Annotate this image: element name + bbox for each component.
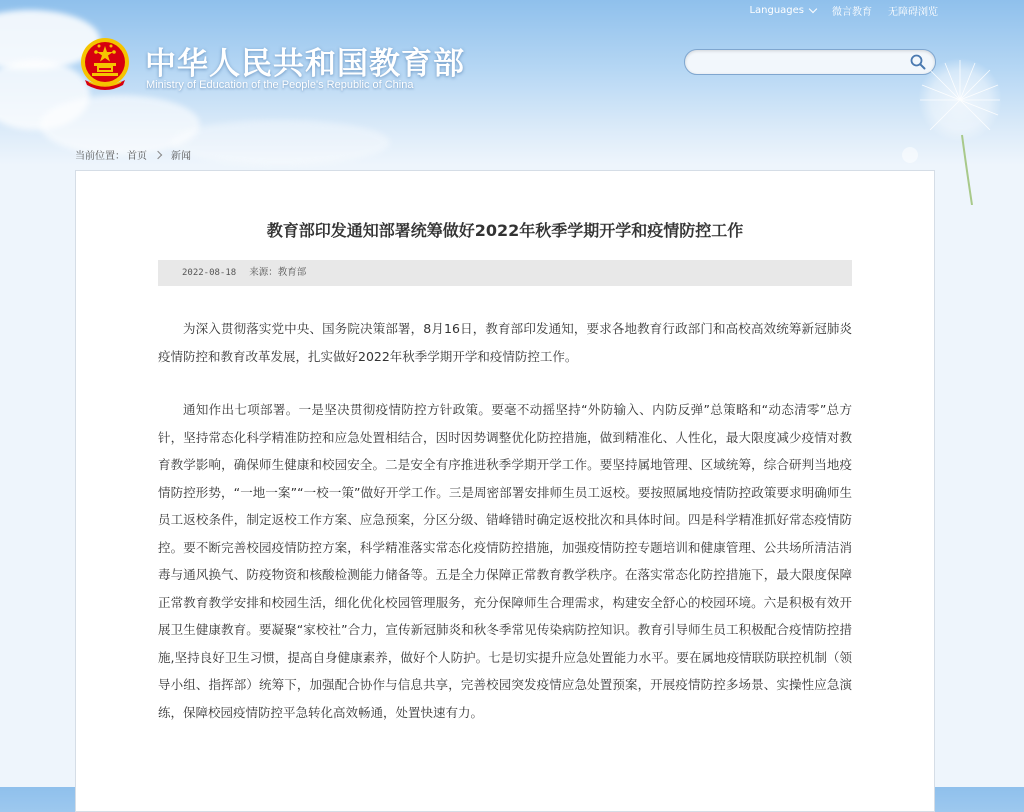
article-meta-bar — [158, 260, 852, 286]
languages-menu[interactable] — [749, 5, 816, 16]
top-links — [749, 2, 938, 18]
site-subtitle: Ministry of Education of the People's Republic of China — [146, 79, 414, 91]
accessibility-link[interactable]: 无障碍浏览 — [888, 6, 938, 18]
site-title[interactable]: 中华人民共和国教育部 — [145, 46, 465, 82]
search-input[interactable] — [697, 50, 911, 74]
chevron-right-icon — [154, 150, 162, 158]
national-emblem-icon[interactable] — [79, 35, 131, 93]
languages-link[interactable]: Languages — [749, 4, 804, 16]
article-source: 来源：教育部 — [249, 267, 307, 278]
article-container — [75, 170, 935, 812]
breadcrumb-prefix: 当前位置： — [75, 151, 125, 162]
article-date: 2022-08-18 — [182, 268, 237, 278]
breadcrumb — [75, 147, 191, 162]
article-title: 教育部印发通知部署统筹做好2022年秋季学期开学和疫情防控工作 — [266, 221, 744, 240]
article-paragraph: 为深入贯彻落实党中央、国务院决策部署，8月16日，教育部印发通知，要求各地教育行政部门和高校高效统筹新冠肺炎疫情防控和教育改革发展，扎实做好2022年秋季学期开学和疫情防控工作。 — [158, 321, 852, 364]
article-body — [158, 315, 852, 752]
article-paragraph: 通知作出七项部署。一是坚决贯彻疫情防控方针政策。要毫不动摇坚持“外防输入、内防反弹”总策略和“动态清零”总方针，坚持常态化科学精准防控和应急处置相结合，因时因势调整优化防控措施，做到精准化、人性化，最大限度减少疫情对教育教学影响，确保师生健康和校园安全。二是安全有序推进秋季学期开学工作。要坚持属地管理、区域统筹，综合研判当地疫情防控形势，“一地一案”“一校一策”做好开学工作。三是周密部署安排师生员工返校。要按照属地疫情防控政策要求明确师生员工返校条件，制定返校工作方案、应急预案，分区分级、错峰错时确定返校批次和具体时间。四是科学精准抓好常态疫情防控。要不断完善校园疫情防控方案，科学精准落实常态化疫情防控措施，加强疫情防控专题培训和健康管理、公共场所清洁消毒与通风换气、防疫物资和核酸检测能力储备等。五是全力保障正常教育教学秩序。在落实常态化防控措施下，最大限度保障正常教育教学安排和校园生活，细化优化校园管理服务，充分保障师生合理需求，构建安全舒心的校园环境。六是积极有效开展卫生健康教育。要凝聚“家校社”合力，宣传新冠肺炎和秋冬季常见传染病防控知识。教育引导师生员工积极配合疫情防控措施,坚持良好卫生习惯，提高自身健康素养，做好个人防护。七是切实提升应急处置能力水平。要在属地疫情联防联控机制（领导小组、指挥部）统筹下，加强配合协作与信息共享，完善校园突发疫情应急处置预案，开展疫情防控多场景、实操性应急演练，保障校园疫情防控平急转化高效畅通，处置快速有力。 — [158, 402, 852, 720]
breadcrumb-home-link[interactable]: 首页 — [127, 151, 147, 162]
chevron-down-icon — [809, 4, 817, 12]
cloud-decoration — [170, 120, 390, 165]
weiyan-education-link[interactable]: 微言教育 — [832, 6, 872, 18]
breadcrumb-current[interactable]: 新闻 — [171, 151, 191, 162]
